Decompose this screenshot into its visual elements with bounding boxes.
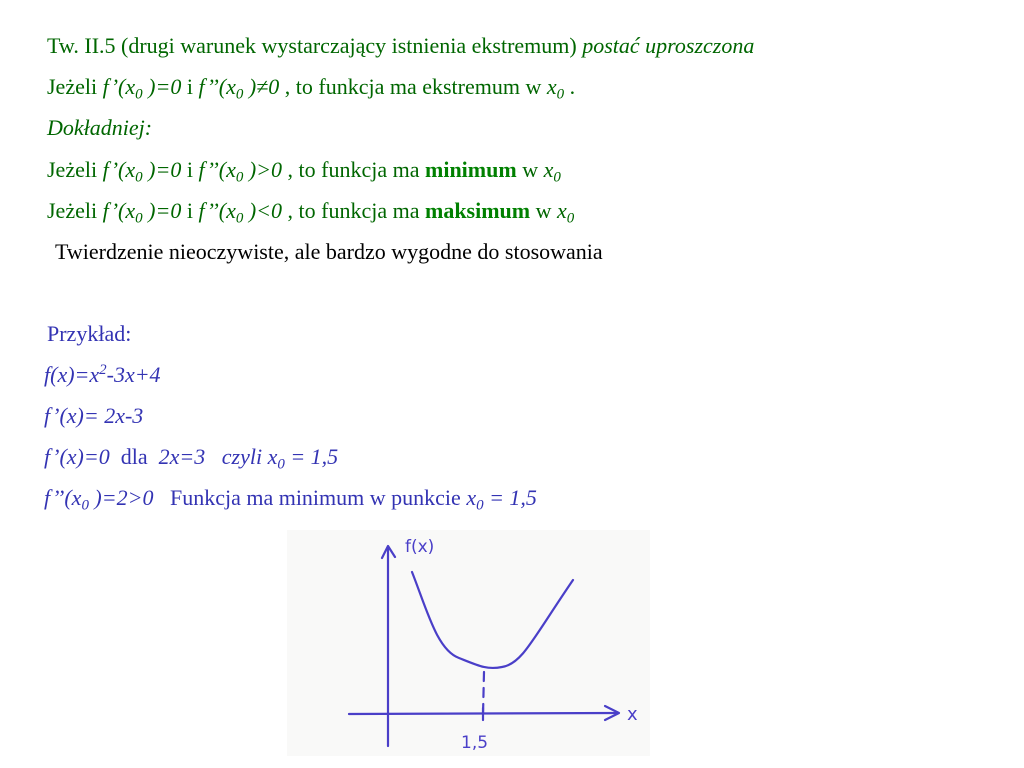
math: )≠0: [243, 74, 280, 99]
text: Jeżeli: [47, 157, 98, 182]
math: f’’(x: [44, 485, 82, 510]
text: , to funkcja ma ekstremum w: [279, 74, 547, 99]
theorem-note: [55, 241, 603, 263]
second-derivative-line: [44, 485, 537, 514]
theorem-title-text: Tw. II.5 (drugi warunek wystarczający istnienia ekstremum): [47, 33, 577, 58]
example-heading: [47, 323, 131, 345]
example-heading-text: Przykład:: [47, 321, 132, 346]
math: )=0: [142, 198, 182, 223]
function-curve: [412, 572, 573, 668]
math: =: [483, 485, 510, 510]
text: , to funkcja ma: [282, 198, 425, 223]
subscript: 0: [235, 86, 244, 103]
graph-svg: [287, 530, 650, 756]
subscript: 0: [235, 210, 244, 227]
text: .: [564, 74, 576, 99]
maximum-condition-line: [47, 198, 575, 227]
text: Funkcja ma minimum w punkcie: [153, 485, 467, 510]
text: dla: [109, 444, 159, 469]
subscript: 0: [135, 86, 143, 103]
derivative-text: f’(x)= 2x-3: [44, 403, 144, 428]
subscript: 0: [81, 497, 89, 514]
math: f’’(x: [198, 157, 236, 182]
subscript: 0: [135, 169, 143, 186]
math: f’(x: [102, 74, 136, 99]
function-definition: [44, 361, 161, 387]
subscript: 0: [556, 86, 565, 103]
critical-point-line: [44, 444, 339, 473]
text: , to funkcja ma: [282, 157, 425, 182]
minimum-keyword: minimum: [425, 157, 517, 182]
math: f’(x: [102, 198, 136, 223]
theorem-condition-line: [47, 74, 576, 103]
hand-drawn-graph: [287, 530, 650, 756]
subscript: 0: [235, 169, 244, 186]
subscript: 0: [476, 497, 484, 514]
minimum-condition-line: [47, 157, 561, 186]
precisely-label: [47, 117, 152, 139]
derivative-line: [44, 405, 143, 427]
math: 2x=3: [158, 444, 206, 469]
subscript: 0: [277, 456, 285, 473]
maksimum-keyword: maksimum: [425, 198, 531, 223]
subscript: 0: [135, 210, 143, 227]
math: )=2>0: [88, 485, 154, 510]
text: Jeżeli: [47, 74, 98, 99]
math: )<0: [243, 198, 283, 223]
math: f’’(x: [198, 198, 236, 223]
math: = 1,5: [284, 444, 339, 469]
math: f’(x: [102, 157, 136, 182]
x-tick-label: 1,5: [461, 733, 489, 753]
subscript: 0: [566, 210, 575, 227]
text: w: [530, 198, 558, 223]
math: x: [546, 74, 557, 99]
text: i: [181, 198, 199, 223]
math: f’(x)=0: [44, 444, 110, 469]
note-text: Twierdzenie nieoczywiste, ale bardzo wygodne do stosowania: [55, 239, 603, 264]
math: czyli x: [205, 444, 278, 469]
math: f’’(x: [198, 74, 236, 99]
math: f(x)=x: [44, 362, 100, 387]
math: x: [466, 485, 477, 510]
math: x: [543, 157, 554, 182]
text: i: [181, 157, 199, 182]
theorem-title: [47, 35, 754, 57]
text: Jeżeli: [47, 198, 98, 223]
superscript: 2: [99, 361, 107, 378]
theorem-title-italic: postać uproszczona: [582, 33, 755, 58]
math: -3x+4: [106, 362, 161, 387]
math: x: [557, 198, 567, 223]
y-axis-label: f(x): [405, 537, 435, 557]
math: )=0: [142, 157, 182, 182]
text: i: [181, 74, 199, 99]
text: w: [516, 157, 544, 182]
math: )>0: [243, 157, 283, 182]
math: )=0: [142, 74, 182, 99]
subscript: 0: [553, 169, 561, 186]
math: 1,5: [509, 485, 537, 510]
precisely-text: Dokładniej:: [47, 115, 153, 140]
x-axis-label: x: [627, 704, 638, 725]
